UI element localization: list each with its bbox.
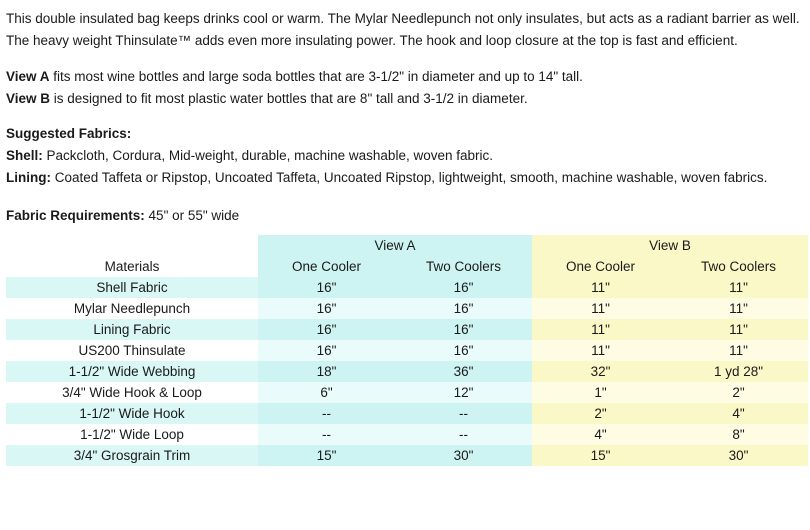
cell-b2: 30" <box>669 445 808 466</box>
cell-b2: 11" <box>669 277 808 298</box>
group-header-spacer <box>6 235 258 256</box>
table-row <box>6 382 808 403</box>
cell-a1: 16" <box>258 319 395 340</box>
cell-b1: 11" <box>532 319 669 340</box>
cell-b2: 11" <box>669 340 808 361</box>
cell-b1: 4" <box>532 424 669 445</box>
view-a-label: View A <box>6 68 50 84</box>
cell-b1: 11" <box>532 298 669 319</box>
cell-b1: 32" <box>532 361 669 382</box>
cell-a1: -- <box>258 424 395 445</box>
cell-a2: 12" <box>395 382 532 403</box>
cell-a1: 6" <box>258 382 395 403</box>
cell-a1: 18" <box>258 361 395 382</box>
cell-a1: -- <box>258 403 395 424</box>
table-column-header-row <box>6 256 808 277</box>
table-row <box>6 424 808 445</box>
cell-a2: 16" <box>395 277 532 298</box>
cell-a1: 16" <box>258 298 395 319</box>
shell-line <box>6 145 804 167</box>
view-b-text: is designed to fit most plastic water bottles that are 8" tall and 3-1/2 in diameter. <box>50 90 528 106</box>
table-row <box>6 298 808 319</box>
view-a-text: fits most wine bottles and large soda bottles that are 3-1/2" in diameter and up to 14" tall. <box>49 68 583 84</box>
cell-material: US200 Thinsulate <box>6 340 258 361</box>
suggested-fabrics-heading: Suggested Fabrics: <box>6 126 132 142</box>
cell-material: 1-1/2" Wide Loop <box>6 424 258 445</box>
table-row <box>6 361 808 382</box>
cell-material: Mylar Needlepunch <box>6 298 258 319</box>
fabric-requirements-heading <box>6 205 804 227</box>
cell-b2: 1 yd 28" <box>669 361 808 382</box>
view-b-label: View B <box>6 90 51 106</box>
cell-a2: 16" <box>395 319 532 340</box>
cell-material: 1-1/2" Wide Hook <box>6 403 258 424</box>
intro-line-1: This double insulated bag keeps drinks cool or warm. The Mylar Needlepunch not only insulates, but acts as a radiant barrier as well. <box>6 11 800 26</box>
cell-a2: -- <box>395 424 532 445</box>
table-group-header-row <box>6 235 808 256</box>
view-b-description <box>6 88 804 110</box>
table-body <box>6 277 808 466</box>
fabric-requirements-width: 45" or 55" wide <box>144 208 240 224</box>
column-header-materials: Materials <box>6 256 258 277</box>
cell-b2: 11" <box>669 298 808 319</box>
cell-b1: 15" <box>532 445 669 466</box>
table-row <box>6 445 808 466</box>
lining-label: Lining: <box>6 170 51 186</box>
table-row <box>6 319 808 340</box>
column-header-b-one-cooler: One Cooler <box>532 256 669 277</box>
cell-a1: 16" <box>258 340 395 361</box>
cell-b1: 2" <box>532 403 669 424</box>
cell-b2: 2" <box>669 382 808 403</box>
column-header-a-two-coolers: Two Coolers <box>395 256 532 277</box>
shell-text: Packcloth, Cordura, Mid-weight, durable, machine washable, woven fabric. <box>42 148 493 164</box>
cell-b2: 8" <box>669 424 808 445</box>
intro-line-2: The heavy weight Thinsulate™ adds even more insulating power. The hook and loop closure at the top is fast and efficient. <box>6 32 738 48</box>
group-header-view-a: View A <box>258 235 532 256</box>
cell-a2: 36" <box>395 361 532 382</box>
suggested-fabrics-section <box>6 123 804 189</box>
column-header-a-one-cooler: One Cooler <box>258 256 395 277</box>
cell-b1: 11" <box>532 340 669 361</box>
cell-a1: 15" <box>258 445 395 466</box>
fabric-requirements-label: Fabric Requirements: <box>6 208 145 224</box>
cell-material: 3/4" Grosgrain Trim <box>6 445 258 466</box>
table-row <box>6 277 808 298</box>
view-descriptions <box>6 66 804 110</box>
lining-line <box>6 167 804 189</box>
cell-a2: -- <box>395 403 532 424</box>
table-row <box>6 340 808 361</box>
cell-a2: 30" <box>395 445 532 466</box>
column-header-b-two-coolers: Two Coolers <box>669 256 808 277</box>
lining-text: Coated Taffeta or Ripstop, Uncoated Taffeta, Uncoated Ripstop, lightweight, smooth, machine washable, woven fabrics. <box>50 170 768 186</box>
group-header-view-b: View B <box>532 235 808 256</box>
cell-a2: 16" <box>395 298 532 319</box>
cell-material: Lining Fabric <box>6 319 258 340</box>
cell-material: Shell Fabric <box>6 277 258 298</box>
table-row <box>6 403 808 424</box>
intro-paragraph <box>6 8 804 52</box>
cell-b2: 4" <box>669 403 808 424</box>
fabric-requirements-table <box>6 235 808 466</box>
cell-b1: 1" <box>532 382 669 403</box>
view-a-description <box>6 66 804 88</box>
cell-a1: 16" <box>258 277 395 298</box>
cell-a2: 16" <box>395 340 532 361</box>
shell-label: Shell: <box>6 148 43 164</box>
cell-material: 3/4" Wide Hook & Loop <box>6 382 258 403</box>
cell-material: 1-1/2" Wide Webbing <box>6 361 258 382</box>
cell-b1: 11" <box>532 277 669 298</box>
cell-b2: 11" <box>669 319 808 340</box>
